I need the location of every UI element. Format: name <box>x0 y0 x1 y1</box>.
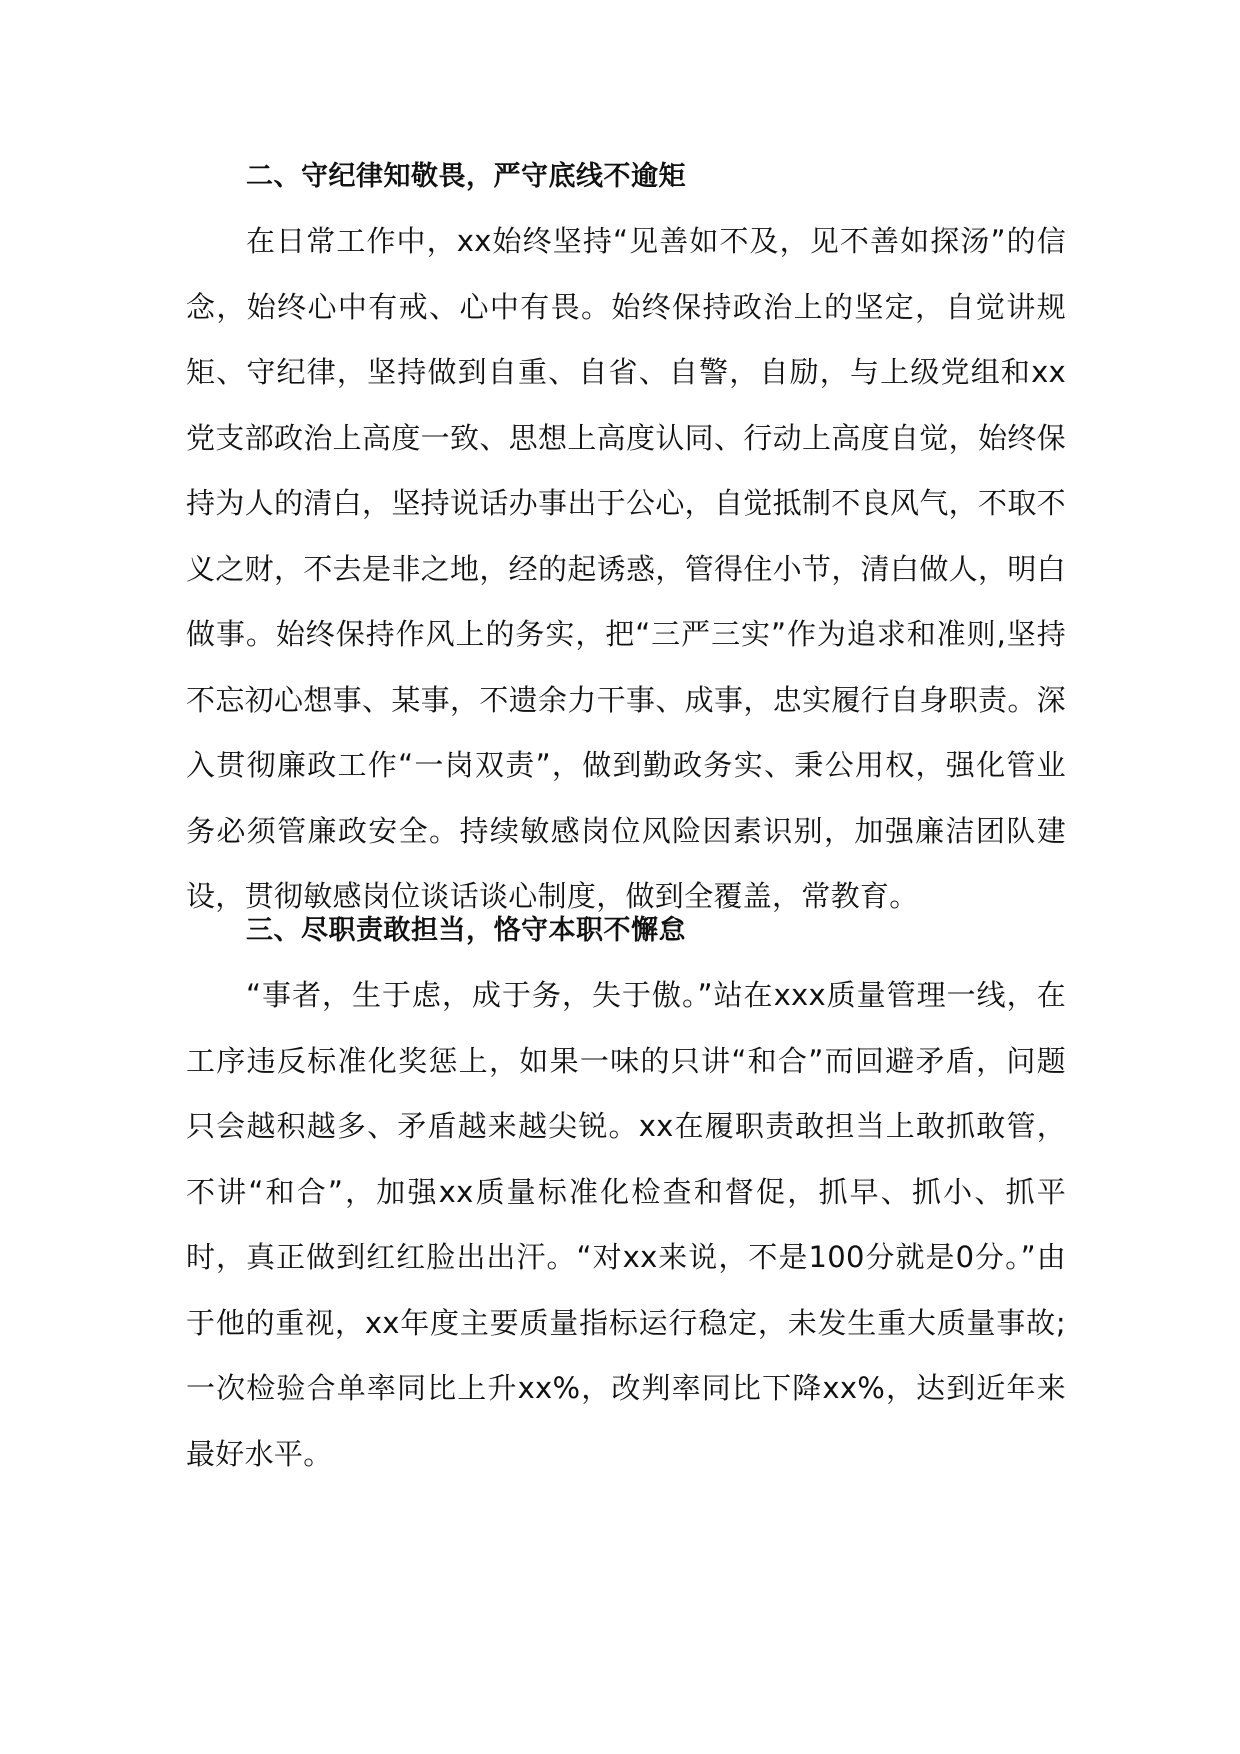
section-heading: 三、尽职责敢担当，恪守本职不懈怠 <box>246 915 686 946</box>
section-paragraph: “事者，生于虑，成于务，失于傲。”站在xxx质量管理一线，在工序违反标准化奖惩上，如果一味的只讲“和合”而回避矛盾，问题只会越积越多、矛盾越来越尖锐。xx在履职责敢担当上敢抓敢管，不讲“和合”，加强xx质量标准化检查和督促，抓早、抓小、抓平时，真正做到红红脸出出汗。“对xx来说，不是100分就是0分。”由于他的重视，xx年度主要质量指标运行稳定，未发生重大质量事故;一次检验合单率同比上升xx%，改判率同比下降xx%，达到近年来最好水平。 <box>186 978 1066 1471</box>
section-paragraph: 在日常工作中，xx始终坚持“见善如不及，见不善如探汤”的信念，始终心中有戒、心中有畏。始终保持政治上的坚定，自觉讲规矩、守纪律，坚持做到自重、自省、自警，自励，与上级党组和xx党支部政治上高度一致、思想上高度认同、行动上高度自觉，始终保持为人的清白，坚持说话办事出于公心，自觉抵制不良风气，不取不义之财，不去是非之地，经的起诱惑，管得住小节，清白做人，明白做事。始终保持作风上的务实，把“三严三实”作为追求和准则,坚持不忘初心想事、某事，不遗余力干事、成事，忠实履行自身职责。深入贯彻廉政工作“一岗双责”，做到勤政务实、秉公用权，强化管业务必须管廉政安全。持续敏感岗位风险因素识别，加强廉洁团队建设，贯彻敏感岗位谈话谈心制度，做到全覆盖，常教育。 <box>186 224 1066 913</box>
section-heading: 二、守纪律知敬畏，严守底线不逾矩 <box>246 161 686 192</box>
section-responsibility <box>186 898 1066 1487</box>
section-discipline <box>186 144 1066 930</box>
